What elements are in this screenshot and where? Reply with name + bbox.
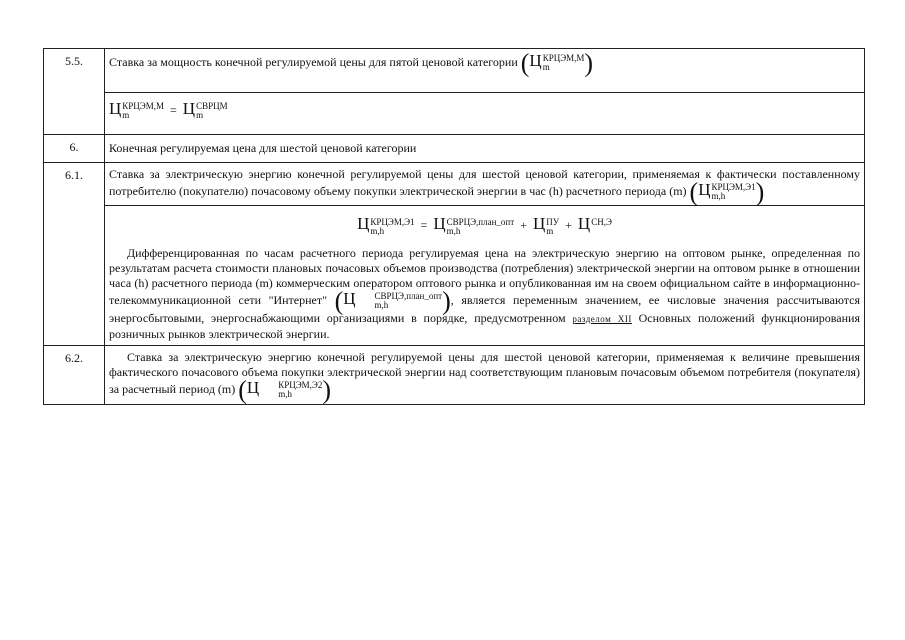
section-xii-link[interactable]: разделом XII — [572, 313, 632, 324]
row-text-content: Ставка за электрическую энергию конечной регулируемой цены для шестой ценовой категории, применяемая к величине превышения фактического почасового объема покупки электрической энергии над соответствующим плановым почасовым объемом потребителя (покупателя) за расчетный период (m) — [109, 349, 860, 396]
row-text: Конечная регулируемая цена для шестой ценовой категории — [105, 135, 865, 163]
row-text — [105, 345, 865, 404]
table-row — [44, 163, 865, 206]
tariff-table — [43, 48, 865, 405]
row-text — [105, 163, 865, 206]
row-text-content: Ставка за электрическую энергию конечной регулируемой цены для шестой ценовой категории, применяемая к фактически поставленному потребителю (покупателю) почасовому объему покупки электрической энергии в час (h) расчетного периода (m) — [109, 167, 860, 198]
symbol-krcem-e1: (Ц КРЦЭМ,Э1 m,h ) — [689, 177, 765, 207]
row-number: 6.2. — [44, 345, 105, 404]
table-row — [44, 206, 865, 346]
row-text-content: Ставка за мощность конечной регулируемой цены для пятой ценовой категории — [109, 55, 518, 69]
table-row — [44, 93, 865, 135]
formula-cell — [105, 93, 865, 135]
formula-55: Ц КРЦЭМ,М m = Ц СВРЦМ m — [109, 99, 228, 121]
row-number: 5.5. — [44, 49, 105, 135]
symbol-svrce-plan: (Ц СВРЦЭ,план_опт m,h ) — [334, 285, 451, 315]
table-row — [44, 345, 865, 404]
formula-description-cell — [105, 206, 865, 346]
paragraph-text: Дифференцированная по часам расчетного периода регулируемая цена на электрическую энергию на оптовом рынке, определенная по результатам расчета стоимости плановых почасовых объемов производства (потребления) электрической энергии на оптовом рынке в отношении часа (h) расчетного периода (m) коммерческим оператором оптового рынка и опубликованная им на своем официальном сайте в информационно-телекоммуникационной сети "Интернет" (Ц СВРЦЭ,план_опт m,h ), является переменным значением, ее числовые значения рассчитываются энергосбытовыми, энергоснабжающими организациями в порядке, предусмотренном разделом XII Основных положений функционирования розничных рынков электрической энергии. — [109, 245, 861, 341]
symbol-krcem-m: (Ц КРЦЭМ,М m ) — [520, 48, 594, 78]
table-row — [44, 49, 865, 93]
formula-61: Ц КРЦЭМ,Э1 m,h = Ц СВРЦЭ,план_опт m,h + Ц ПУ m + Ц СН,Э — [357, 214, 612, 236]
row-number: 6. — [44, 135, 105, 163]
symbol-krcem-e2: (Ц КРЦЭМ,Э2 m,h ) — [238, 375, 332, 404]
table-row — [44, 135, 865, 163]
row-text — [105, 49, 865, 93]
row-number: 6.1. — [44, 163, 105, 346]
